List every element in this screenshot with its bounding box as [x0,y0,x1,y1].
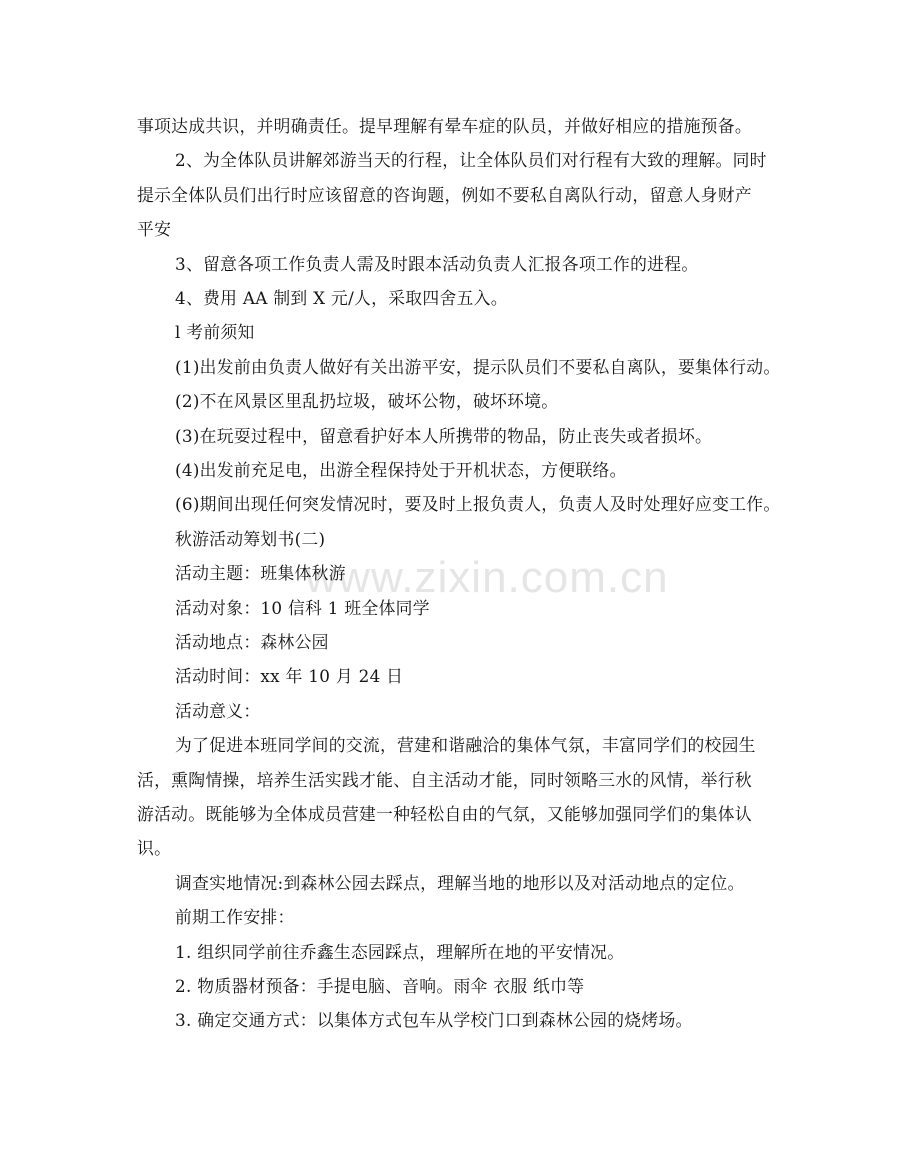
text-line: (3)在玩耍过程中，留意看护好本人所携带的物品，防止丧失或者损坏。 [175,425,713,446]
text-line: 1. 组织同学前往乔鑫生态园踩点，理解所在地的平安情况。 [175,941,625,962]
text-line: 为了促进本班同学间的交流，营建和谐融洽的集体气氛，丰富同学们的校园生 [175,735,756,756]
text-line: (2)不在风景区里乱扔垃圾，破坏公物，破坏环境。 [175,391,559,412]
text-line: 3、留意各项工作负责人需及时跟本活动负责人汇报各项工作的进程。 [175,253,699,274]
svg-text:www.zixin.com.cn: www.zixin.com.cn [305,553,669,602]
text-line: 事项达成共识，并明确责任。提早理解有晕车症的队员，并做好相应的措施预备。 [137,116,752,136]
text-line: 2、为全体队员讲解郊游当天的行程，让全体队员们对行程有大致的理解。同时 [175,150,767,171]
text-line: 活，熏陶情操，培养生活实践才能、自主活动才能，同时领略三水的风情，举行秋 [137,769,752,790]
text-line: 活动意义： [175,700,261,721]
text-line: 活动主题：班集体秋游 [175,563,346,584]
text-line: 4、费用 AA 制到 X 元/人，采取四舍五入。 [175,288,508,308]
text-line: 平安 [137,219,172,240]
text-line: (1)出发前由负责人做好有关出游平安，提示队员们不要私自离队，要集体行动。 [175,356,781,377]
text-line: 前期工作安排： [175,907,295,928]
text-line: 识。 [137,838,172,859]
text-line: 提示全体队员们出行时应该留意的咨询题，例如不要私自离队行动，留意人身财产 [137,184,752,205]
text-line: l 考前须知 [175,322,255,343]
text-line: 秋游活动筹划书(二) [175,528,326,549]
text-line: 2. 物质器材预备：手提电脑、音响。雨伞 衣服 纸巾等 [175,976,585,996]
text-line: 活动时间：xx 年 10 月 24 日 [175,666,404,687]
text-line: 游活动。既能够为全体成员营建一种轻松自由的气氛，又能够加强同学们的集体认 [137,804,752,824]
text-line: (4)出发前充足电，出游全程保持处于开机状态，方便联络。 [175,460,627,480]
text-line: 调查实地情况:到森林公园去踩点，理解当地的地形以及对活动地点的定位。 [175,872,745,893]
text-line: (6)期间出现任何突发情况时，要及时上报负责人，负责人及时处理好应变工作。 [175,494,781,515]
text-line: 3. 确定交通方式：以集体方式包车从学校门口到森林公园的烧烤场。 [175,1010,693,1031]
text-line: 活动地点：森林公园 [175,632,329,652]
text-line: 活动对象：10 信科 1 班全体同学 [175,597,430,618]
